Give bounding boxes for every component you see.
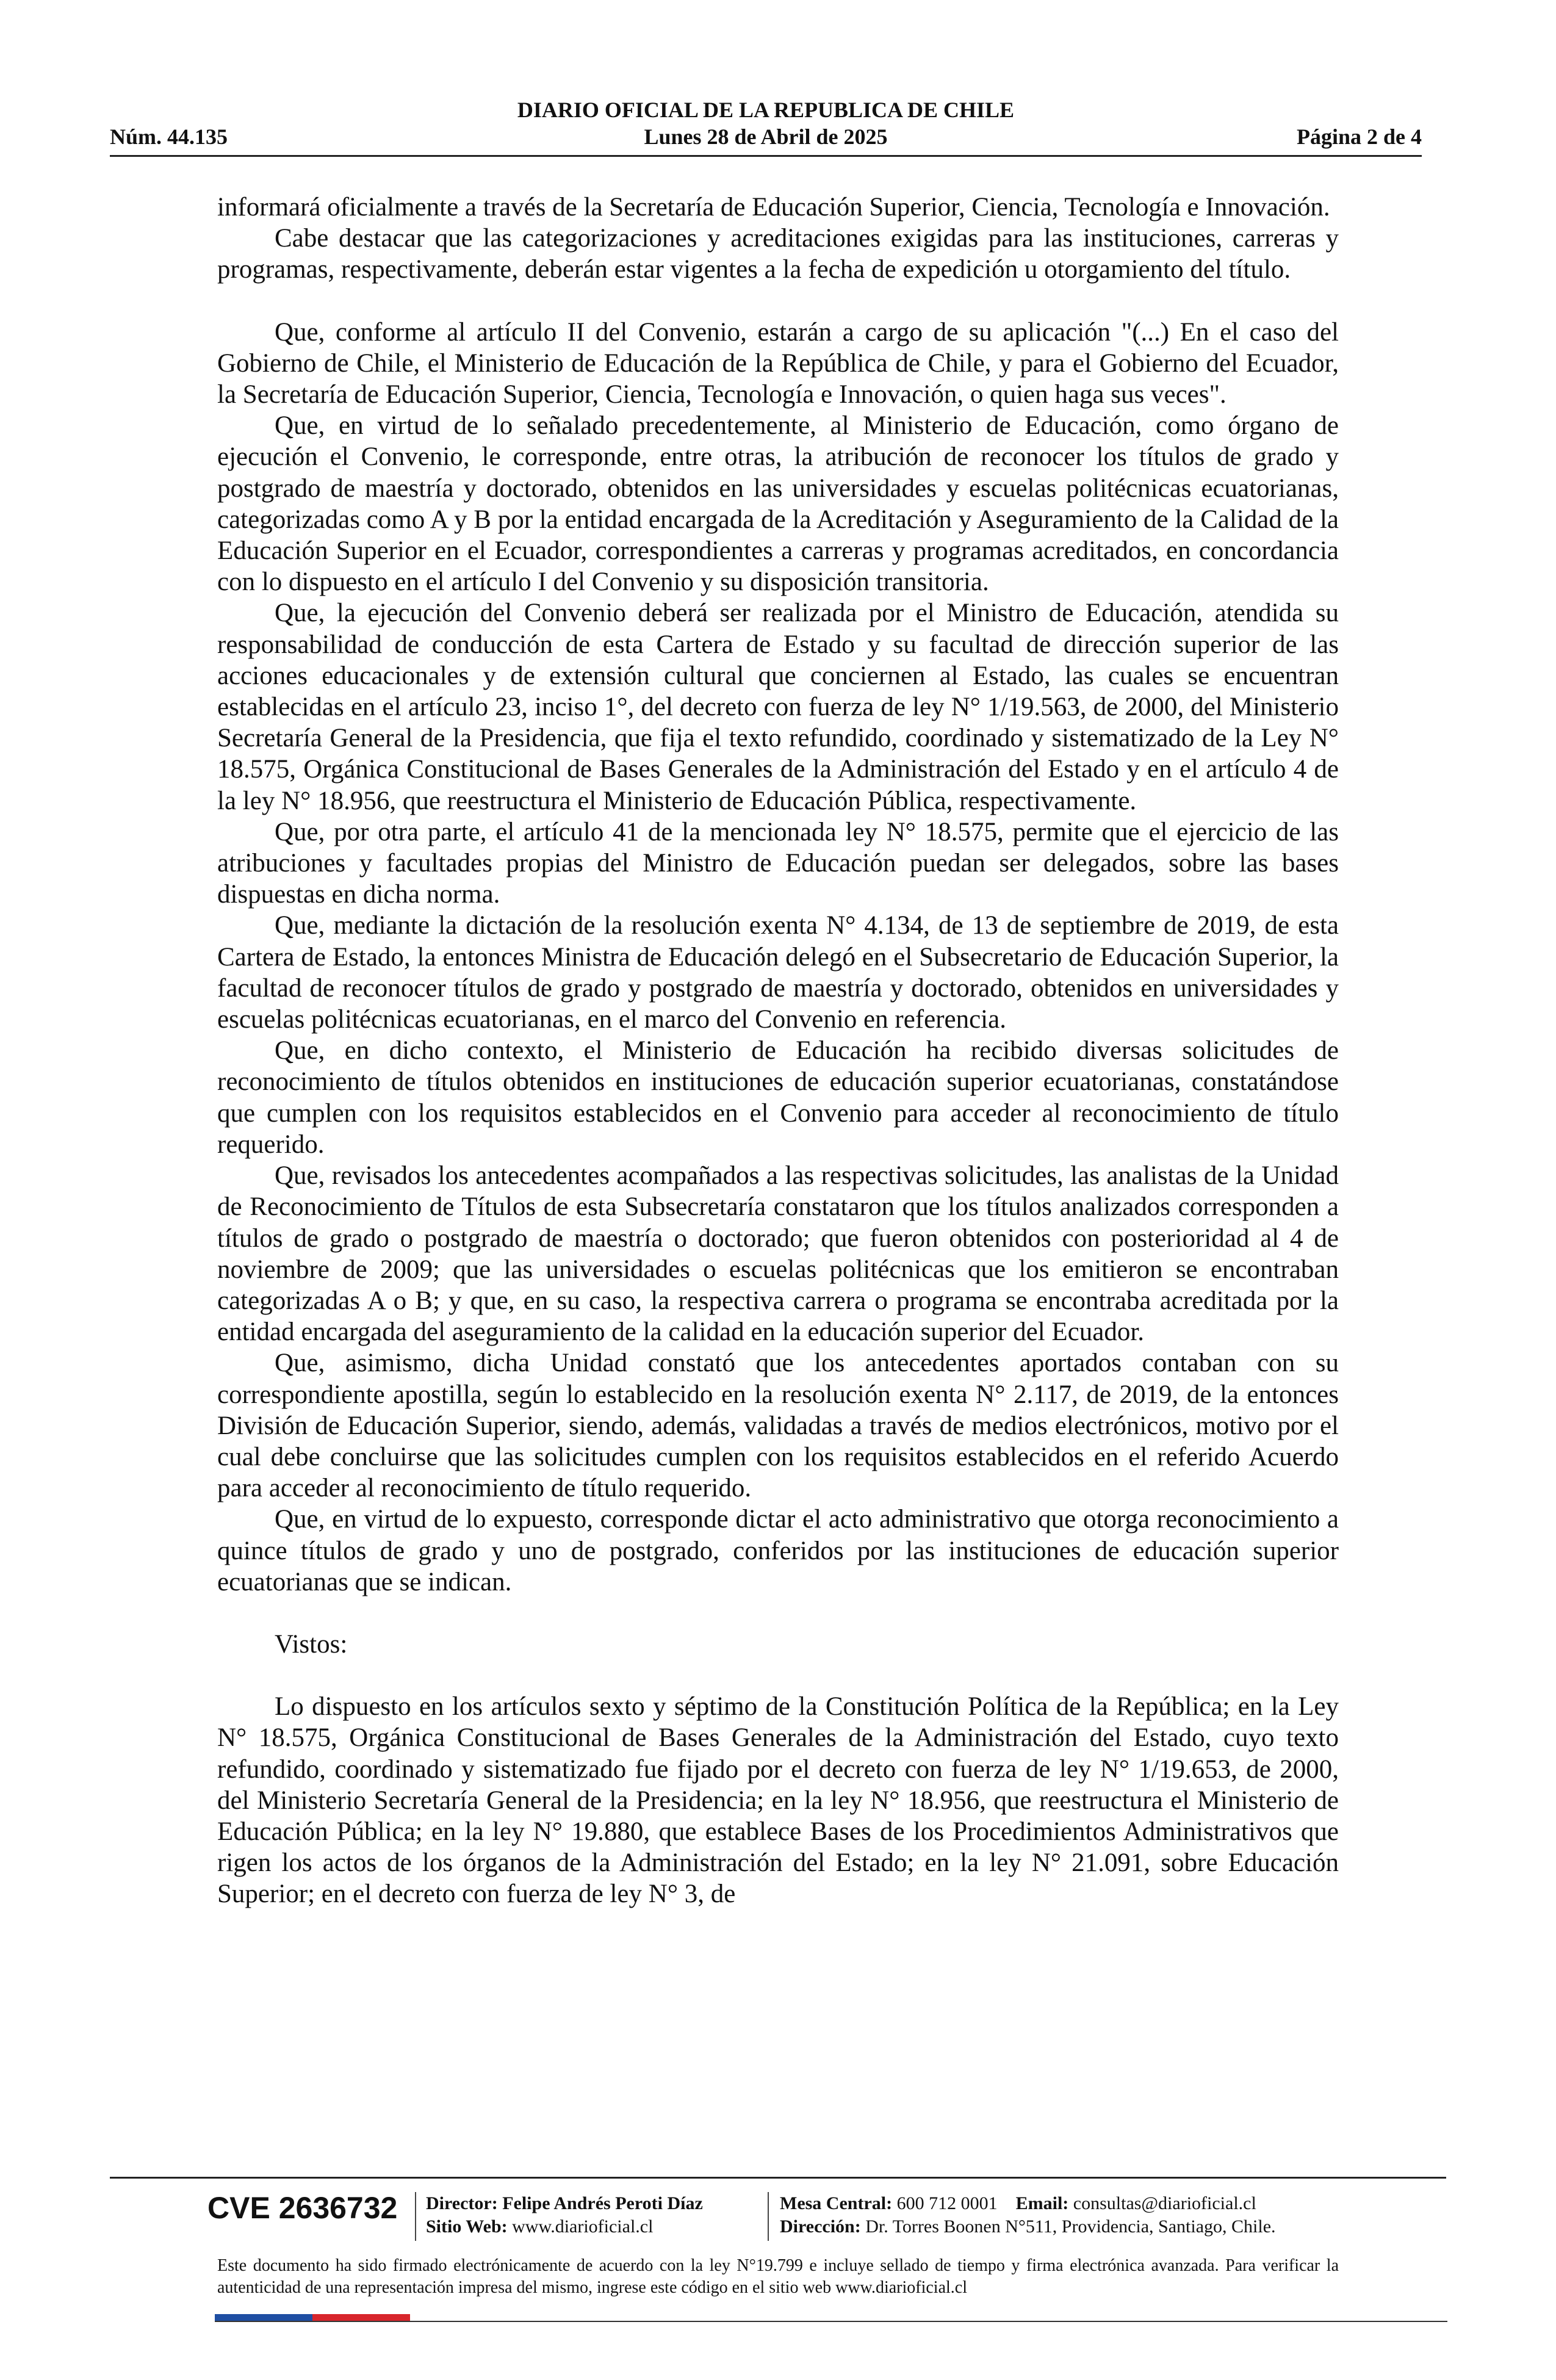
paragraph: informará oficialmente a través de la Secretaría de Educación Superior, Ciencia, Tecnología e Innovación. bbox=[217, 193, 1330, 222]
director-name: Felipe Andrés Peroti Díaz bbox=[502, 2193, 703, 2213]
paragraph: Que, mediante la dictación de la resolución exenta N° 4.134, de 13 de septiembre de 2019, de esta Cartera de Estado, la entonces Ministra de Educación delegó en el Subsecretario de Educación Superior, la facultad de reconocer títulos de grado y postgrado de maestría y doctorado, obtenidos en universidades y escuelas politécnicas ecuatorianas, en el marco del Convenio en referencia. bbox=[217, 911, 1339, 1034]
paragraph: Que, por otra parte, el artículo 41 de la mencionada ley N° 18.575, permite que el ejercicio de las atribuciones y facultades propias del Ministro de Educación puedan ser delegados, sobre las bases dispuestas en dicha norma. bbox=[217, 817, 1339, 909]
header-divider bbox=[110, 155, 1422, 157]
paragraph: Que, revisados los antecedentes acompañados a las respectivas solicitudes, las analistas de la Unidad de Reconocimiento de Títulos de esta Subsecretaría constataron que los títulos analizados corresponden a títulos de grado o postgrado de maestría o doctorado; que fueron obtenidos con posterioridad al 4 de noviembre de 2009; que las universidades o escuelas politécnicas que los emitieron se encontraban categorizadas A o B; y que, en su caso, la respectiva carrera o programa se encontraba acreditada por la entidad encargada del aseguramiento de la calidad en la educación superior del Ecuador. bbox=[217, 1161, 1339, 1347]
paragraph: Cabe destacar que las categorizaciones y acreditaciones exigidas para las instituciones, carreras y programas, respectivamente, deberán estar vigentes a la fecha de expedición u otorgamiento del título. bbox=[217, 224, 1339, 284]
page-header bbox=[110, 92, 1422, 153]
document-body bbox=[217, 192, 1339, 1910]
footer-publisher-info bbox=[426, 2192, 703, 2238]
page-indicator: Página 2 de 4 bbox=[1296, 124, 1422, 149]
section-heading-vistos: Vistos: bbox=[275, 1629, 348, 1659]
mesa-label: Mesa Central: bbox=[780, 2193, 893, 2213]
gazette-title: DIARIO OFICIAL DE LA REPUBLICA DE CHILE bbox=[517, 98, 1015, 122]
paragraph: Que, en dicho contexto, el Ministerio de Educación ha recibido diversas solicitudes de reconocimiento de títulos obtenidos en instituciones de educación superior ecuatorianas, constatándose que cumplen con los requisitos establecidos en el Convenio para acceder al reconocimiento de título requerido. bbox=[217, 1036, 1339, 1159]
address: Dr. Torres Boonen N°511, Providencia, Santiago, Chile. bbox=[865, 2216, 1276, 2237]
footer-separator bbox=[415, 2192, 416, 2241]
cve-code: CVE 2636732 bbox=[207, 2191, 398, 2225]
paragraph: Que, en virtud de lo señalado precedentemente, al Ministerio de Educación, como órgano de ejecución el Convenio, le corresponde, entre otras, la atribución de reconocer los títulos de grado y postgrado de maestría y doctorado, obtenidos en las universidades y escuelas politécnicas ecuatorianas, categorizadas como A y B por la entidad encargada de la Acreditación y Aseguramiento de la Calidad de la Educación Superior en el Ecuador, correspondientes a carreras y programas acreditados, en concordancia con lo dispuesto en el artículo I del Convenio y su disposición transitoria. bbox=[217, 411, 1339, 597]
paragraph: Que, conforme al artículo II del Convenio, estarán a cargo de su aplicación "(...) En el caso del Gobierno de Chile, el Ministerio de Educación de la República de Chile, y para el Gobierno del Ecuador, la Secretaría de Educación Superior, Ciencia, Tecnología e Innovación, o quien haga sus veces". bbox=[217, 317, 1339, 409]
legal-notice: Este documento ha sido firmado electrónicamente de acuerdo con la ley N°19.799 e incluye sellado de tiempo y firma electrónica avanzada. Para verificar la autenticidad de una representación impresa del mismo, ingrese este código en el sitio web www.diarioficial.cl bbox=[217, 2256, 1339, 2297]
paragraph: Que, la ejecución del Convenio deberá ser realizada por el Ministro de Educación, atendida su responsabilidad de conducción de esta Cartera de Estado y su facultad de dirección superior de las acciones educacionales y de extensión cultural que conciernen al Estado, las cuales se encuentran establecidas en el artículo 23, inciso 1°, del decreto con fuerza de ley N° 1/19.563, de 2000, del Ministerio Secretaría General de la Presidencia, que fija el texto refundido, coordinado y sistematizado de la Ley N° 18.575, Orgánica Constitucional de Bases Generales de la Administración del Estado y en el artículo 4 de la ley N° 18.956, que reestructura el Ministerio de Educación Pública, respectivamente. bbox=[217, 599, 1339, 815]
flag-stripe-red bbox=[312, 2314, 410, 2321]
paragraph: Lo dispuesto en los artículos sexto y séptimo de la Constitución Política de la República; en la Ley N° 18.575, Orgánica Constitucional de Bases Generales de la Administración del Estado, cuyo texto refundido, coordinado y sistematizado fue fijado por el decreto con fuerza de ley N° 1/19.653, de 2000, del Ministerio Secretaría General de la Presidencia; en la ley N° 18.956, que reestructura el Ministerio de Educación Pública; en la ley N° 19.880, que establece Bases de los Procedimientos Administrativos que rigen los actos de los órganos de la Administración del Estado; en la ley N° 21.091, sobre Educación Superior; en el decreto con fuerza de ley N° 3, de bbox=[217, 1692, 1339, 1909]
issue-number: Núm. 44.135 bbox=[110, 124, 228, 149]
paragraph: Que, en virtud de lo expuesto, corresponde dictar el acto administrativo que otorga reconocimiento a quince títulos de grado y uno de postgrado, conferidos por las instituciones de educación superior ecuatorianas que se indican. bbox=[217, 1505, 1339, 1596]
email-link[interactable]: consultas@diarioficial.cl bbox=[1073, 2193, 1256, 2213]
phone-number: 600 712 0001 bbox=[896, 2193, 998, 2213]
website-label: Sitio Web: bbox=[426, 2216, 508, 2237]
email-label: Email: bbox=[1015, 2193, 1069, 2213]
footer-divider bbox=[110, 2177, 1446, 2179]
address-label: Dirección: bbox=[780, 2216, 861, 2237]
director-label: Director: bbox=[426, 2193, 498, 2213]
footer-separator bbox=[768, 2192, 769, 2241]
bottom-divider bbox=[215, 2321, 1447, 2322]
paragraph: Que, asimismo, dicha Unidad constató que los antecedentes aportados contaban con su correspondiente apostilla, según lo establecido en la resolución exenta N° 2.117, de 2019, de la entonces División de Educación Superior, siendo, además, validadas a través de medios electrónicos, motivo por el cual debe concluirse que las solicitudes cumplen con los requisitos establecidos en el referido Acuerdo para acceder al reconocimiento de título requerido. bbox=[217, 1349, 1339, 1503]
website-link[interactable]: www.diarioficial.cl bbox=[512, 2216, 654, 2237]
flag-stripe-blue bbox=[215, 2314, 312, 2321]
issue-date: Lunes 28 de Abril de 2025 bbox=[644, 124, 888, 149]
footer-contact-info bbox=[780, 2192, 1276, 2238]
